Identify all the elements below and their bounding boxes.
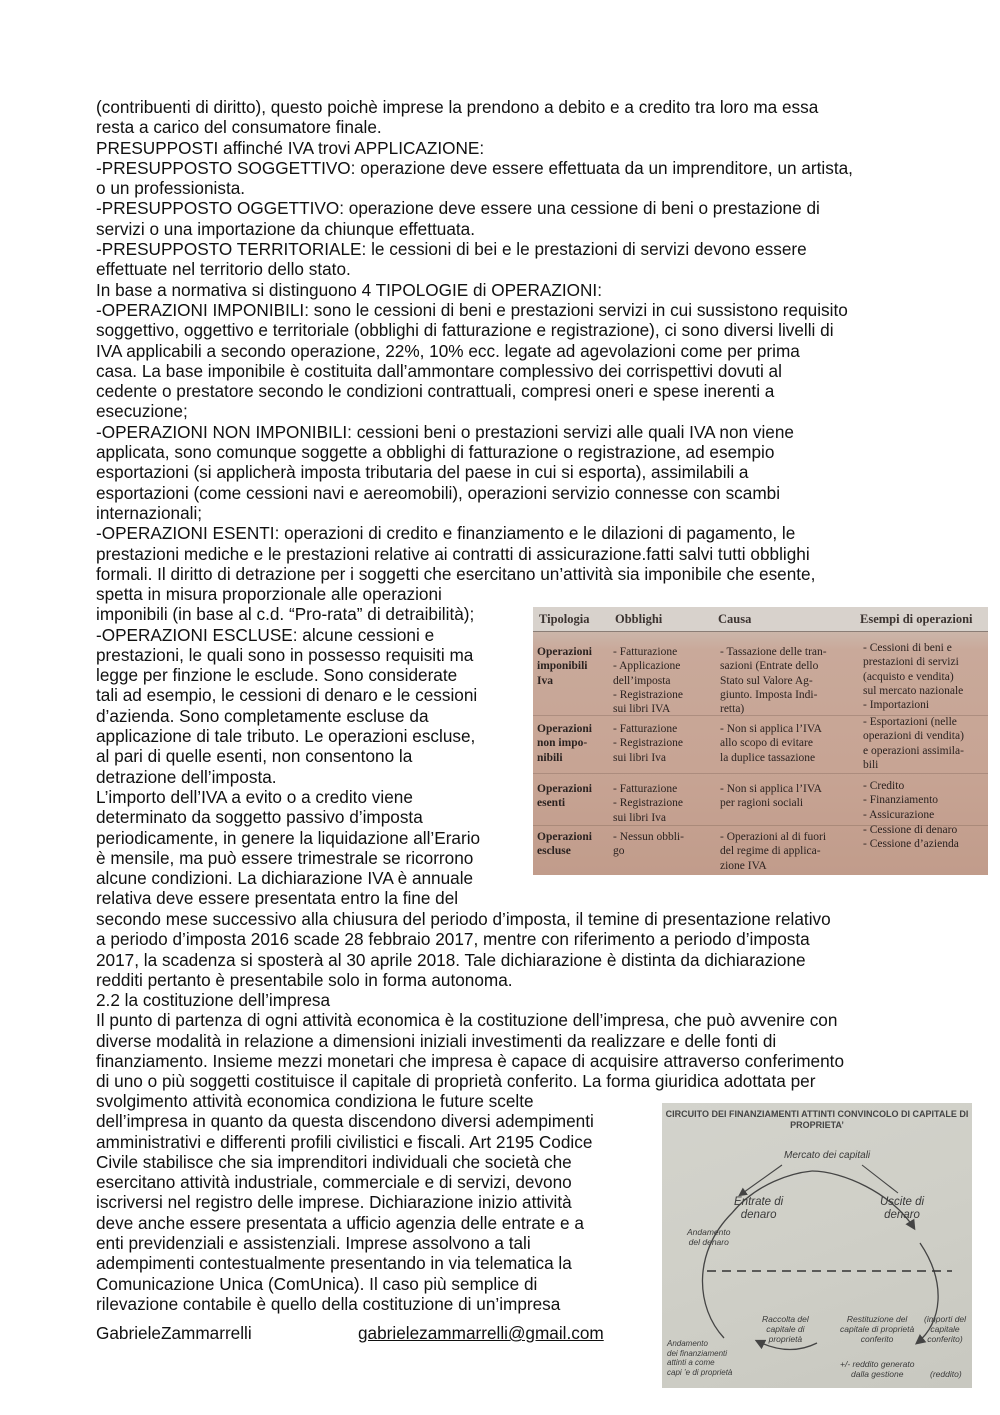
text-line: per ragioni sociali (720, 797, 804, 810)
text-line: sui libri Iva (613, 811, 667, 824)
table-cell-causa (720, 830, 826, 873)
table-cell-esempi (863, 823, 959, 852)
table-cell-obblighi (613, 830, 684, 859)
text-line: dell’impresa in quanto da questa discendono diversi adempimenti (96, 1111, 594, 1132)
text-line: - Importazioni (863, 699, 930, 712)
text-line: 2.2 la costituzione dell’impresa (96, 990, 331, 1011)
text-line: spetta in misura proporzionale alle operazioni (96, 584, 442, 604)
table-cell-esempi (863, 641, 963, 712)
text-line: iscriversi nel registro delle imprese. Dichiarazione inizio attività (96, 1192, 572, 1213)
text-line: imponibili (537, 660, 588, 673)
uscite-label (880, 1196, 924, 1222)
text-line: enti previdenziali e assistenziali. Imprese assolvono a tali (96, 1233, 531, 1254)
text-line: capi ’e di proprietà (667, 1367, 733, 1377)
text-line: Operazioni (537, 831, 592, 843)
text-line: In base a normativa si distinguono 4 TIPOLOGIE di OPERAZIONI: (96, 279, 602, 300)
text-line: amministrativi e differenti profili civilistici e fiscali. Art 2195 Codice (96, 1131, 593, 1152)
text-line: Il punto di partenza di ogni attività economica è la costituzione dell’impresa, che può avvenire con (96, 1010, 838, 1031)
text-line: - Esportazioni (nelle (863, 716, 957, 728)
text-line: conferito) (927, 1334, 963, 1344)
text-line: - Assicurazione (863, 808, 935, 821)
text-line: -OPERAZIONI ESENTI: operazioni di credito e finanziamento e le dilazioni di pagamento, le (96, 523, 796, 544)
text-line: al pari di quelle esenti, non consentono la (96, 746, 413, 767)
importi-label (924, 1314, 966, 1344)
text-line: Operazioni (537, 646, 592, 658)
text-line: go (613, 845, 625, 858)
text-line: esportazioni (si applicherà imposta tributaria del paese in cui si esporta), assimilabili a (96, 462, 749, 483)
text-line: servizi o una importazione da chiunque effettuata. (96, 218, 476, 239)
text-line: o un professionista. (96, 178, 246, 199)
text-line: determinato da soggetto passivo d’imposta (96, 807, 423, 828)
text-line: sui libri IVA (613, 703, 671, 716)
text-line: denaro (884, 1209, 920, 1221)
table-header-esempi: Esempi di operazioni (860, 612, 973, 626)
paragraph-escluse (96, 584, 480, 909)
text-line: Iva (537, 674, 553, 687)
text-line: - Cessione di denaro (863, 824, 958, 836)
reddito-paren-label: (reddito) (930, 1369, 962, 1379)
text-line: -OPERAZIONI NON IMPONIBILI: cessioni beni o prestazioni servizi alle quali IVA non viene (96, 421, 794, 442)
text-line: sazioni (Entrate dello (720, 660, 819, 673)
text-line: esportazioni (come cessioni navi e aereomobili), operazioni servizio connesse con scambi (96, 482, 781, 503)
text-line: Civile stabilisce che sia imprenditori individuali che società che (96, 1151, 572, 1172)
text-line: diverse modalità in relazione a dimensioni iniziali investimenti da realizzare e delle fonti di (96, 1030, 777, 1051)
table-cell-causa (720, 645, 827, 716)
text-line: Operazioni (537, 783, 592, 795)
restituzione-label (840, 1314, 914, 1344)
text-line: Operazioni (537, 723, 592, 735)
text-line: L’importo dell’IVA a evito o a credito viene (96, 786, 413, 807)
table-cell-causa (720, 722, 822, 765)
text-line: capitale (930, 1324, 960, 1334)
table-header (533, 607, 988, 632)
text-line: -PRESUPPOSTO SOGGETTIVO: operazione deve essere effettuata da un imprenditore, un artista, (96, 157, 853, 178)
table-cell-causa (720, 782, 822, 811)
financing-circuit-diagram (662, 1103, 972, 1388)
text-line: - Applicazione (613, 660, 681, 673)
table-row-divider (533, 773, 988, 774)
text-line: - Tassazione delle tran- (720, 646, 827, 658)
text-line: periodicamente, in genere la liquidazione all’Erario (96, 827, 481, 848)
table-cell-tipologia (537, 722, 592, 765)
text-line: detrazione dell’imposta. (96, 766, 277, 787)
text-line: prestazioni di servizi (863, 656, 959, 669)
text-line: - Registrazione (613, 688, 683, 701)
text-line: escluse (537, 845, 571, 858)
text-line: - Cessione d’azienda (863, 838, 959, 851)
table-cell-esempi (863, 715, 964, 772)
text-line: è mensile, ma può essere trimestrale se ricorrono (96, 847, 474, 868)
diagram-title (662, 1109, 972, 1131)
paragraph-forma-giuridica (96, 1091, 594, 1314)
text-line: - Credito (863, 780, 905, 792)
text-line: cedente o prestatore secondo le condizioni contrattuali, compresi oneri e spese inerenti a (96, 381, 775, 402)
text-line: - Fatturazione (613, 646, 678, 658)
reddito-label (840, 1359, 914, 1379)
iva-operations-table (533, 607, 988, 875)
text-line: operazioni di vendita) (863, 730, 964, 743)
text-line: a periodo d’imposta 2016 scade 28 febbraio 2017, mentre con riferimento a periodo d’imposta (96, 929, 810, 950)
text-line: deve anche essere presentata a ufficio agenzia delle entrate e a (96, 1212, 584, 1233)
text-line: proprietà (768, 1334, 803, 1344)
text-line: 2017, la scadenza si sposterà al 30 aprile 2018. Tale dichiarazione è distinta da dichiarazione (96, 949, 806, 970)
text-line: Restituzione del (846, 1314, 908, 1324)
text-line: -PRESUPPOSTO TERRITORIALE: le cessioni di bei e le prestazioni di servizi devono essere (96, 239, 807, 260)
text-line: - Operazioni al di fuori (720, 831, 827, 843)
paragraph-costituzione (96, 909, 844, 1092)
text-line: dell’imposta (613, 674, 671, 687)
text-line: soggettivo, oggettivo e territoriale (obblighi di fatturazione e registrazione), ci sono diversi livelli di (96, 320, 834, 341)
text-line: Entrate di (734, 1196, 784, 1208)
text-line: esercitano attività industriale, commerciale e di servizi, devono (96, 1172, 572, 1193)
text-line: - Fatturazione (613, 783, 678, 795)
text-line: sui libri Iva (613, 751, 667, 764)
table-cell-obblighi (613, 722, 683, 765)
text-line: Raccolta del (762, 1314, 809, 1324)
text-line: zione IVA (720, 859, 767, 872)
text-line: del denaro (688, 1237, 729, 1247)
text-line: dalla gestione (850, 1369, 904, 1379)
text-line: - Registrazione (613, 737, 683, 750)
text-line: -OPERAZIONI IMPONIBILI: sono le cessioni di beni e prestazioni servizi in cui sussistono requisito (96, 299, 848, 320)
text-line: effettuate nel territorio dello stato. (96, 259, 351, 280)
text-line: attinti a come (667, 1358, 715, 1367)
text-line: VINCOLO DI CAPITALE DI PROPRIETA’ (790, 1109, 969, 1130)
text-line: - Nessun obbli- (613, 831, 684, 843)
text-line: - Cessioni di beni e (863, 642, 952, 654)
market-label: Mercato dei capitali (784, 1150, 871, 1161)
table-cell-tipologia (537, 645, 592, 688)
andamento-finanziamenti-label (667, 1339, 732, 1377)
text-line: adempimenti contestualmente presentando in via telematica la (96, 1253, 572, 1274)
text-line: del regime di applica- (720, 845, 821, 858)
text-line: formali. Il diritto di detrazione per i soggetti che esercitano un’attività sia imponibile che esente, (96, 563, 816, 584)
text-line: -OPERAZIONI ESCLUSE: alcune cessioni e (96, 624, 435, 645)
market-to-uscite-line (862, 1165, 898, 1193)
text-line: sul mercato nazionale (863, 684, 964, 697)
text-line: secondo mese successivo alla chiusura del periodo d’imposta, il temine di presentazione relativo (96, 909, 831, 929)
text-line: allo scopo di evitare (720, 737, 813, 750)
text-line: relativa deve essere presentata entro la fine del (96, 888, 459, 909)
footer-author: GabrieleZammarrelli (96, 1323, 252, 1343)
text-line: (importi del (924, 1314, 967, 1324)
text-line: imponibili (in base al c.d. “Pro-rata” di detraibilità); (96, 604, 475, 625)
table-header-causa: Causa (718, 612, 752, 626)
text-line: - Finanziamento (863, 794, 939, 807)
text-line: - Registrazione (613, 797, 683, 810)
table-header-tipologia: Tipologia (539, 612, 590, 626)
text-line: tali ad esempio, le cessioni di denaro e le cessioni (96, 685, 478, 706)
text-line: casa. La base imponibile è costituita dall’ammontare complessivo dei corrispettivi dovuti al (96, 360, 782, 381)
text-line: - Non si applica l’IVA (720, 723, 822, 735)
text-line: nibili (537, 751, 563, 764)
footer-email-link[interactable]: gabrielezammarrelli@gmail.com (358, 1323, 604, 1343)
text-line: la duplice tassazione (720, 751, 816, 764)
text-line: non impo- (537, 737, 588, 750)
text-line: +/- reddito generato (840, 1359, 915, 1369)
text-line: Andamento (667, 1339, 708, 1348)
text-line: - Fatturazione (613, 723, 678, 735)
text-line: CIRCUITO DEI FINANZIAMENTI ATTINTI CON (665, 1109, 858, 1119)
entrate-label (734, 1196, 783, 1222)
text-line: di uno o più soggetti costituisce il capitale di proprietà conferito. La forma giuridica adottata per (96, 1071, 816, 1092)
text-line: (contribuenti di diritto), questo poichè imprese la prendono a debito e a credito tra loro ma essa (96, 97, 819, 117)
text-line: Comunicazione Unica (ComUnica). Il caso più semplice di (96, 1273, 538, 1294)
text-line: alcune condizioni. La dichiarazione IVA è annuale (96, 868, 474, 889)
table-cell-tipologia (537, 830, 592, 859)
text-line: finanziamento. Insieme mezzi monetari che impresa è capace di acquisire attraverso conferimento (96, 1051, 845, 1072)
text-line: bili (863, 758, 879, 771)
text-line: -PRESUPPOSTO OGGETTIVO: operazione deve essere una cessione di beni o prestazione di (96, 198, 820, 219)
text-line: redditi pertanto è presentabile solo in forma autonoma. (96, 969, 513, 990)
text-line: svolgimento attività economica condiziona le future scelte (96, 1091, 534, 1111)
text-line: e operazioni assimila- (863, 744, 964, 757)
text-line: applicata, sono comunque soggette a obblighi di fatturazione o registrazione, ad esempio (96, 442, 775, 463)
text-line: rilevazione contabile è quello della costituzione di un’impresa (96, 1293, 561, 1314)
table-cell-obblighi (613, 645, 683, 716)
raccolta-label (762, 1314, 809, 1344)
text-line: giunto. Imposta Indi- (720, 688, 818, 701)
text-line: Stato sul Valore Ag- (720, 674, 813, 687)
text-line: Uscite di (880, 1196, 925, 1208)
text-line: prestazioni mediche e le prestazioni relative ai contratti di assicurazione.fatti salvi tutti obblighi (96, 543, 810, 564)
text-line: IVA applicabili a secondo operazione, 22%, 10% ecc. legate ad agevolazioni come per prima (96, 340, 800, 361)
paragraph-intro (96, 97, 853, 584)
text-line: - Non si applica l’IVA (720, 783, 822, 795)
text-line: capitale di proprietà (840, 1324, 915, 1334)
text-line: capitale di (766, 1324, 805, 1334)
table-cell-esempi (863, 779, 938, 822)
text-line: PRESUPPOSTI affinché IVA trovi APPLICAZIONE: (96, 137, 485, 158)
text-line: esecuzione; (96, 401, 188, 422)
text-line: legge per finzione le esclude. Sono considerate (96, 665, 458, 686)
text-line: internazionali; (96, 502, 203, 523)
text-line: prestazioni, le quali sono in possesso requisiti ma (96, 644, 474, 665)
text-line: (acquisto e vendita) (863, 670, 954, 683)
table-header-obblighi: Obblighi (615, 612, 663, 626)
table-cell-obblighi (613, 782, 683, 825)
text-line: d’azienda. Sono completamente escluse da (96, 705, 429, 726)
text-line: esenti (537, 797, 566, 810)
text-line: resta a carico del consumatore finale. (96, 117, 382, 138)
andamento-denaro-label (687, 1227, 730, 1247)
table-cell-tipologia (537, 782, 592, 811)
text-line: denaro (740, 1209, 777, 1221)
text-line: retta) (720, 703, 745, 716)
text-line: conferito (860, 1334, 894, 1344)
text-line: Andamento (687, 1227, 731, 1237)
text-line: dei finanziamenti (667, 1348, 728, 1358)
text-line: applicazione di tale tributo. Le operazioni escluse, (96, 726, 476, 747)
